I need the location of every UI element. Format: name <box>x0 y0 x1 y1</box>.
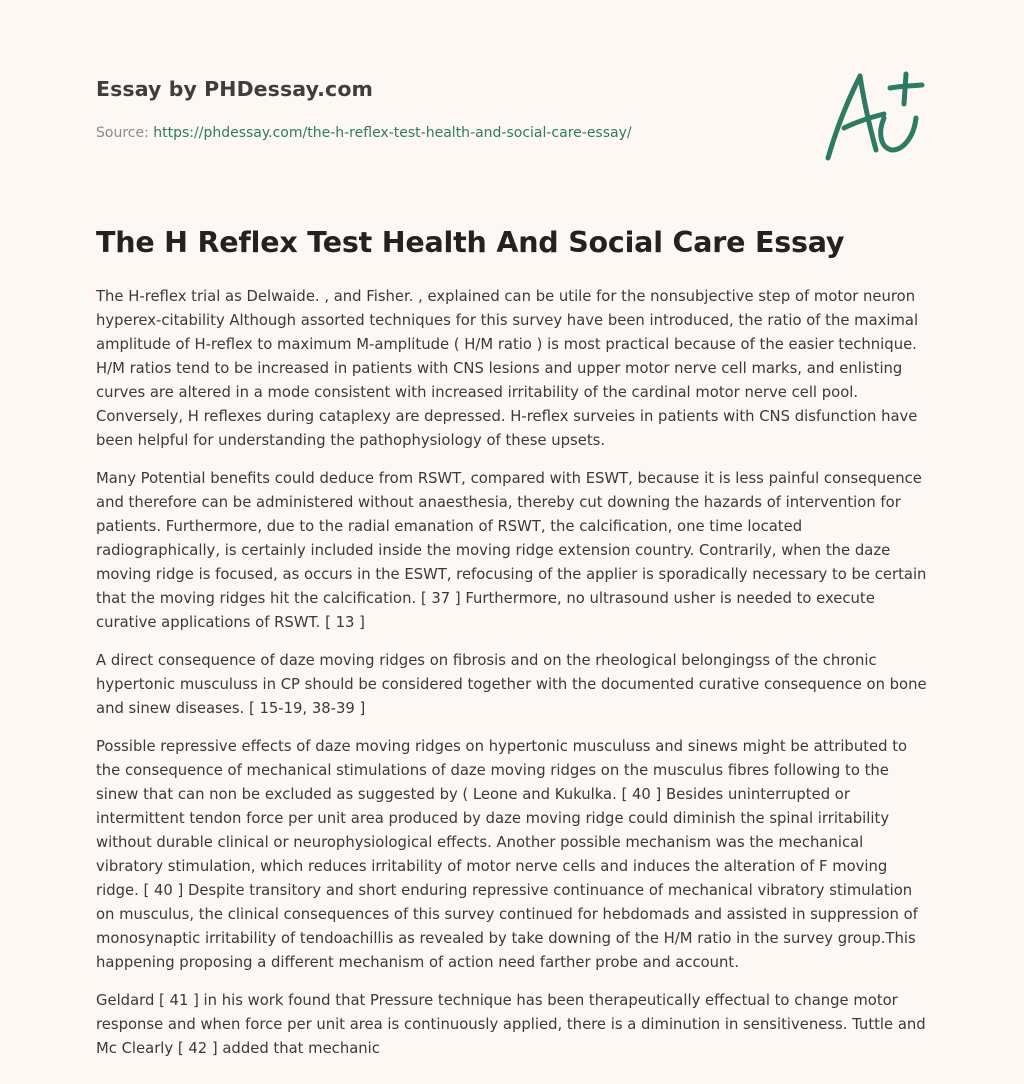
essay-paragraph: Possible repressive effects of daze moving ridges on hypertonic musculuss and sinews might be attributed to the consequence of mechanical stimulations of daze moving ridges on the musculus fibres following to the sinew that can non be excluded as suggested by ( Leone and Kukulka. [ 40 ] Besides uninterrupted or intermittent tendon force per unit area produced by daze moving ridge could diminish the spinal irritability without durable clinical or neurophysiological effects. Another possible mechanism was the mechanical vibratory stimulation, which reduces irritability of motor nerve cells and induces the alteration of F moving ridge. [ 40 ] Despite transitory and short enduring repressive continuance of mechanical vibratory stimulation on musculus, the clinical consequences of this survey continued for hebdomads and assisted in suppression of monosynaptic irritability of tendoachillis as revealed by take downing of the H/M ratio in the survey group.This happening proposing a different mechanism of action need farther probe and account. <box>96 738 918 971</box>
essay-body <box>96 285 928 1075</box>
essay-title: The H Reflex Test Health And Social Care Essay <box>96 226 845 259</box>
essay-paragraph: Many Potential benefits could deduce from RSWT, compared with ESWT, because it is less painful consequence and therefore can be administered without anaesthesia, thereby cut downing the hazards of intervention for patients. Furthermore, due to the radial emanation of RSWT, the calcification, one time located radiographically, is certainly included inside the moving ridge extension country. Contrarily, when the daze moving ridge is focused, as occurs in the ESWT, refocusing of the applier is sporadically necessary to be certain that the moving ridges hit the calcification. [ 37 ] Furthermore, no ultrasound usher is needed to execute curative applications of RSWT. [ 13 ] <box>96 470 927 631</box>
a-plus-grade-logo-icon <box>822 66 932 166</box>
source-label: Source: <box>96 125 154 141</box>
essay-paragraph: Geldard [ 41 ] in his work found that Pressure technique has been therapeutically effectual to change motor response and when force per unit area is continuously applied, there is a diminution in sensitiveness. Tuttle and Mc Clearly [ 42 ] added that mechanic <box>96 992 926 1057</box>
source-link[interactable]: https://phdessay.com/the-h-reflex-test-health-and-social-care-essay/ <box>153 125 632 141</box>
site-brand: Essay by PHDessay.com <box>96 77 373 101</box>
source-line <box>96 125 632 141</box>
essay-paragraph: The H-reflex trial as Delwaide. , and Fisher. , explained can be utile for the nonsubjective step of motor neuron hyperex-citability Although assorted techniques for this survey have been introduced, the ratio of the maximal amplitude of H-reflex to maximum M-amplitude ( H/M ratio ) is most practical because of the easier technique. H/M ratios tend to be increased in patients with CNS lesions and upper motor nerve cell marks, and enlisting curves are altered in a mode consistent with increased irritability of the cardinal motor nerve cell pool. Conversely, H reflexes during cataplexy are depressed. H-reflex surveies in patients with CNS disfunction have been helpful for understanding the pathophysiology of these upsets. <box>96 288 919 449</box>
essay-paragraph: A direct consequence of daze moving ridges on fibrosis and on the rheological belongingss of the chronic hypertonic musculuss in CP should be considered together with the documented curative consequence on bone and sinew diseases. [ 15-19, 38-39 ] <box>96 652 927 717</box>
